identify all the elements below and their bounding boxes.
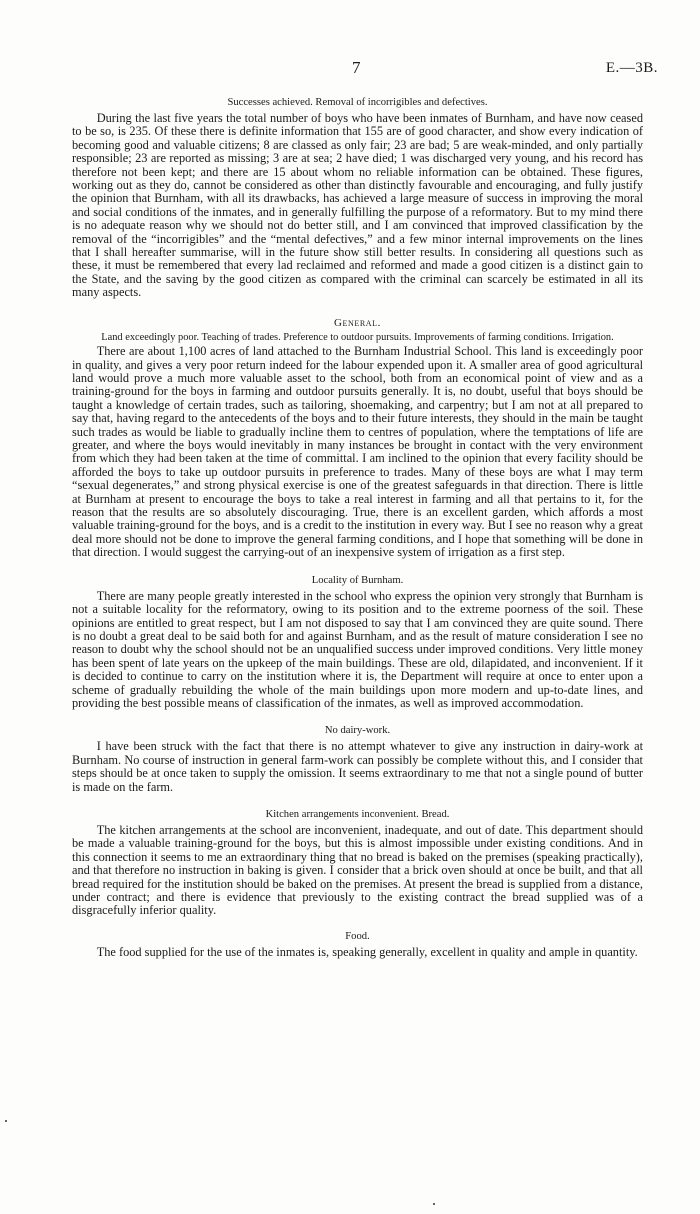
paragraph-dairy: I have been struck with the fact that there is no attempt whatever to give any instruction in dairy-work at Burnham. No course of instruction in general farm-work can possibly be complete without this, and I consider that steps should be at once taken to supply the omission. It seems extraordinary to me that not a single pound of butter is made on the farm. xyxy=(72,739,643,794)
section-heading-dairy: No dairy-work. xyxy=(324,725,391,737)
document-reference: E.—3B. xyxy=(605,60,658,76)
page-number: 7 xyxy=(352,58,361,77)
paragraph-food: The food supplied for the use of the inmates is, speaking generally, excellent in quality and ample in quantity. xyxy=(96,944,638,959)
section-heading-kitchen: Kitchen arrangements inconvenient. Bread. xyxy=(265,808,450,820)
section-heading-general: General. xyxy=(333,316,382,329)
section-heading-successes: Successes achieved. Removal of incorrigibles and defectives. xyxy=(227,97,488,108)
page-header xyxy=(0,58,700,78)
section-heading-locality: Locality of Burnham. xyxy=(311,574,404,586)
document-body xyxy=(72,96,643,959)
paragraph-kitchen: The kitchen arrangements at the school are inconvenient, inadequate, and out of date. This department should be made a valuable training-ground for the boys, but this is almost impossible under existing conditions. And in this connection it seems to me an extraordinary thing that no bread is baked on the premises (speaking practically), and that therefore no instruction in baking is given. I consider that a brick oven should at once be built, and that all bread required for the institution should be baked on the premises. At present the bread is supplied from a distance, under contract; and there is evidence that previously to the existing contract the bread supplied was of a disgracefully inferior quality. xyxy=(72,822,643,918)
scan-speck xyxy=(5,1120,7,1122)
scan-speck xyxy=(433,1203,435,1205)
section-subheads-general: Land exceedingly poor. Teaching of trades. Preference to outdoor pursuits. Improvements of farming conditions. Irrigation. xyxy=(101,331,614,343)
paragraph-successes: During the last five years the total number of boys who have been inmates of Burnham, and have now ceased to be so, is 235. Of these there is definite information that 155 are of good character, and show every indication of becoming good and valuable citizens; 8 are classed as only fair; 23 are bad; 5 are weak-minded, and only partially responsible; 23 are reported as missing; 3 are at sea; 2 have died; 1 was discharged very young, and his record has therefore not been kept; and there are 15 about whom no reliable information can be obtained. These figures, working out as they do, cannot be considered as other than distinctly favourable and encouraging, and fully justify the opinion that Burnham, with all its drawbacks, has achieved a large measure of success in improving the moral and social conditions of the inmates, and in generally fulfilling the purpose of a reformatory. But to my mind there is no adequate reason why we should not do better still, and I am convinced that improved classification by the removal of the “incorrigibles” and the “mental defectives,” and a few minor internal improvements on the lines that I shall hereafter summarise, will in the future show still better results. In considering all questions such as these, it must be remembered that every lad reclaimed and reformed and made a good citizen is a distinct gain to the State, and the saving by the good citizen as compared with the criminal can scarcely be estimated in all its many aspects. xyxy=(72,111,643,300)
section-heading-food: Food. xyxy=(345,930,370,942)
paragraph-locality: There are many people greatly interested in the school who express the opinion very strongly that Burnham is not a suitable locality for the reformatory, owing to its position and to the extreme poorness of the soil. These opinions are entitled to great respect, but I am not disposed to say that I am convinced they are quite sound. There is no doubt a great deal to be said both for and against Burnham, and as the result of mature consideration I see no reason to doubt why the school should not be an unqualified success under improved conditions. Very little money has been spent of late years on the upkeep of the main buildings. These are old, dilapidated, and inconvenient. If it is decided to continue to carry on the institution where it is, the Department will require at once to enter upon a scheme of gradually rebuilding the whole of the main buildings upon more modern and up-to-date lines, and providing the best possible means of classification of the inmates, as well as improved accommodation. xyxy=(72,588,643,710)
paragraph-general: There are about 1,100 acres of land attached to the Burnham Industrial School. This land is exceedingly poor in quality, and gives a very poor return indeed for the labour expended upon it. A smaller area of good agricultural land would prove a much more valuable asset to the school, both from an economical point of view and as a training-ground for the boys in farming and outdoor pursuits generally. It is, no doubt, useful that boys should be taught a knowledge of certain trades, such as tailoring, shoemaking, and carpentry; but I am not at all prepared to say that, having regard to the antecedents of the boys and to their future interests, they should in the main be taught such trades as would be liable to gradually incline them to centres of population, where the temptations of life are greater, and where the boys would inevitably in many instances be brought in contact with the very environment from which they had been taken at the time of committal. I am inclined to the opinion that every facility should be afforded the boys to take up outdoor pursuits in preference to trades. Many of these boys are what I may term “sexual degenerates,” and strong physical exercise is one of the greatest safeguards in that direction. There is little at Burnham at present to encourage the boys to take a real interest in farming and all that pertains to it, for the reason that the results are so absolutely discouraging. True, there is an excellent garden, which affords a most valuable training-ground for the boys, and is a credit to the institution in every way. But I see no reason why a great deal more should not be done to improve the general farming conditions, and I hope that something will be done in that direction. I would suggest the carrying-out of an inexpensive system of irrigation as a first step. xyxy=(72,344,643,560)
